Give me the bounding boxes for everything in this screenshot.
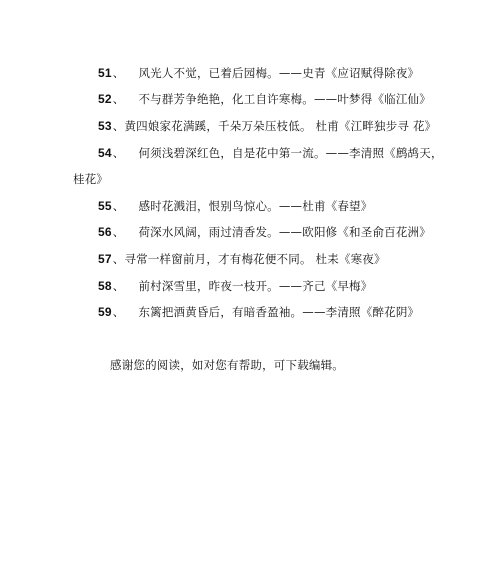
- poem-line-54: [98, 145, 443, 161]
- line-text: 寻常一样窗前月，才有梅花便不同。 杜耒《寒夜》: [124, 252, 386, 266]
- poem-line-57: [98, 251, 386, 267]
- line-separator: 、: [112, 279, 125, 293]
- line-number: 57: [98, 252, 112, 266]
- line-number: 59: [98, 305, 112, 319]
- poem-line-53: [98, 118, 436, 134]
- poem-line-52: [98, 91, 431, 107]
- line-text: 黄四娘家花满蹊，千朵万朵压枝低。 杜甫《江畔独步寻 花》: [124, 119, 437, 133]
- line-number: 54: [98, 146, 112, 160]
- line-text: 何须浅碧深红色，自是花中第一流。——李清照《鹧鸪天，: [138, 146, 443, 160]
- line-number: 53: [98, 119, 112, 133]
- line-text: 桂花》: [73, 172, 109, 186]
- line-separator: 、: [112, 92, 125, 106]
- poem-line-55: [98, 198, 372, 214]
- line-text: 东篱把酒黄昏后，有暗香盈袖。——李清照《醉花阴》: [138, 305, 420, 319]
- poem-line-56: [98, 224, 431, 240]
- line-separator: 、: [112, 252, 125, 266]
- line-text: 前村深雪里，昨夜一枝开。——齐己《早梅》: [138, 279, 373, 293]
- line-text: 感时花溅泪，恨别鸟惊心。——杜甫《春望》: [138, 199, 373, 213]
- line-separator: 、: [112, 199, 125, 213]
- line-separator: 、: [112, 225, 125, 239]
- line-number: 51: [98, 66, 112, 80]
- line-separator: 、: [112, 119, 125, 133]
- line-text: 荷深水风阔，雨过清香发。——欧阳修《和圣俞百花洲》: [138, 225, 431, 239]
- line-separator: 、: [112, 305, 125, 319]
- line-number: 55: [98, 199, 112, 213]
- line-number: 56: [98, 225, 112, 239]
- line-number: 52: [98, 92, 112, 106]
- thanks-note: 感谢您的阅读，如对您有帮助，可下载编辑。: [110, 358, 344, 372]
- line-number: 58: [98, 279, 112, 293]
- line-text: 不与群芳争绝艳，化工自许寒梅。——叶梦得《临江仙》: [138, 92, 431, 106]
- poem-line-54-continuation: [73, 171, 108, 187]
- poem-line-51: [98, 65, 419, 81]
- poem-line-59: [98, 304, 419, 320]
- line-separator: 、: [112, 146, 125, 160]
- line-text: 风光人不觉，已着后园梅。——史青《应诏赋得除夜》: [138, 66, 420, 80]
- poem-line-58: [98, 278, 372, 294]
- line-separator: 、: [112, 66, 125, 80]
